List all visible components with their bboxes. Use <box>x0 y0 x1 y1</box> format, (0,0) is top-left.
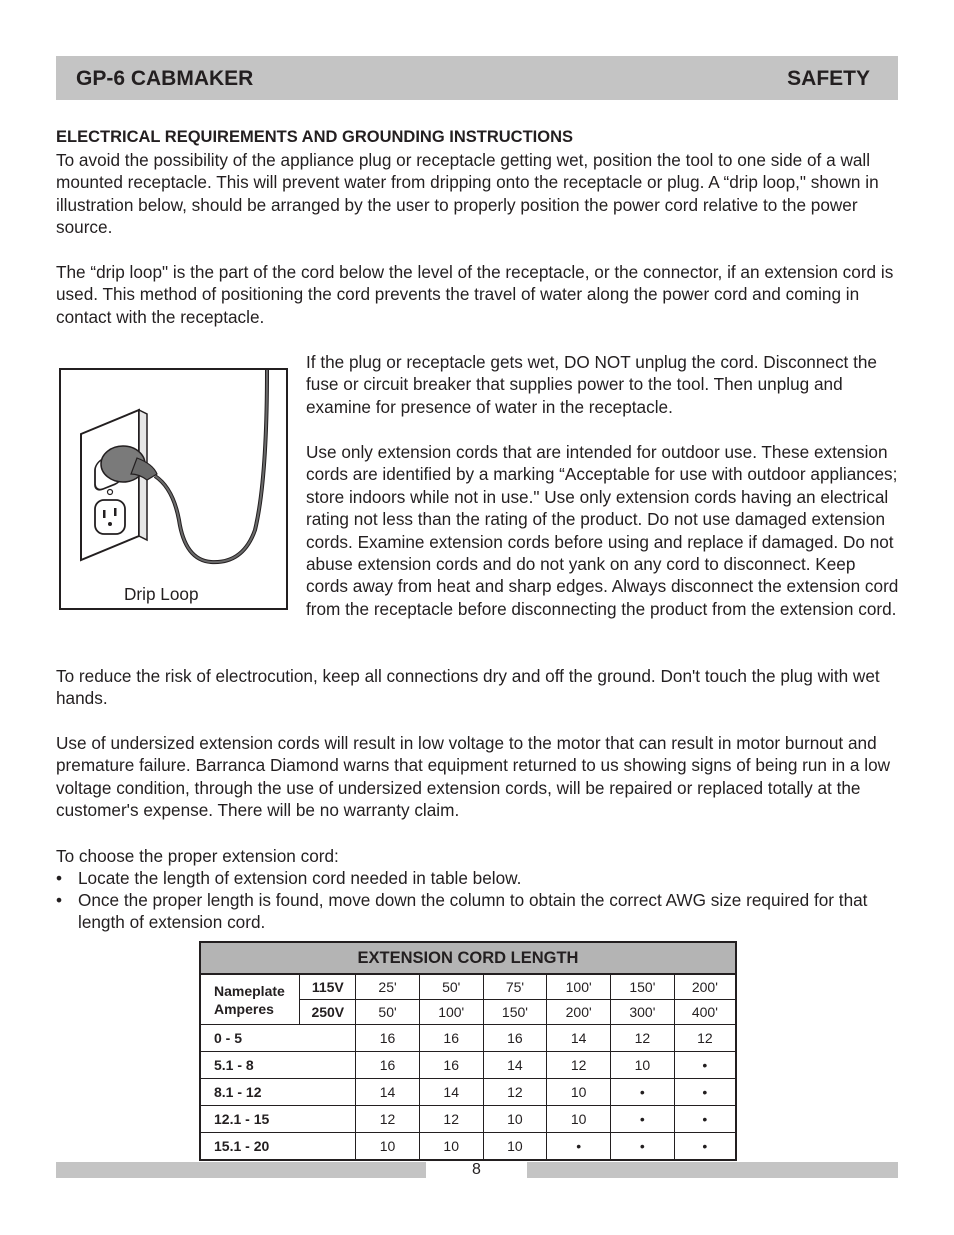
outlet-with-cord-illustration <box>61 370 286 580</box>
awg-cell: 12 <box>356 1106 420 1133</box>
length-cell: 50' <box>356 1000 420 1025</box>
awg-cell: 10 <box>356 1133 420 1161</box>
voltage-115-label: 115V <box>300 974 356 1000</box>
nameplate-amperes-header: Nameplate Amperes <box>200 974 300 1025</box>
awg-cell: 10 <box>483 1106 547 1133</box>
length-cell: 100' <box>419 1000 483 1025</box>
bullet-marker: • <box>56 868 63 888</box>
awg-cell: 10 <box>611 1052 675 1079</box>
footer-bar-left <box>56 1162 426 1178</box>
amperes-cell: 8.1 - 12 <box>200 1079 356 1106</box>
page-number: 8 <box>472 1161 481 1178</box>
length-cell: 150' <box>611 974 675 1000</box>
drip-loop-figure <box>59 368 288 610</box>
figure-caption: Drip Loop <box>124 584 199 604</box>
awg-cell: 12 <box>674 1025 736 1052</box>
length-cell: 25' <box>356 974 420 1000</box>
bullet-item: Locate the length of extension cord needed in table below. <box>78 868 522 888</box>
voltage-250-label: 250V <box>300 1000 356 1025</box>
table-row <box>200 1052 736 1079</box>
awg-cell: 10 <box>483 1133 547 1161</box>
extension-cord-table <box>199 941 737 1161</box>
awg-cell: 16 <box>356 1052 420 1079</box>
awg-cell: 16 <box>419 1025 483 1052</box>
awg-cell: 12 <box>483 1079 547 1106</box>
length-cell: 200' <box>674 974 736 1000</box>
awg-cell: 12 <box>547 1052 611 1079</box>
awg-cell: 14 <box>547 1025 611 1052</box>
length-cell: 75' <box>483 974 547 1000</box>
table-row <box>200 1133 736 1161</box>
footer-bar-right <box>527 1162 898 1178</box>
awg-cell: • <box>611 1106 675 1133</box>
amperes-cell: 12.1 - 15 <box>200 1106 356 1133</box>
paragraph-drip-loop: The “drip loop" is the part of the cord below the level of the receptacle, or the connector, if an extension cord is used. This method of positioning the cord prevents the travel of water along the power cord and coming in contact with the receptacle. <box>56 262 894 327</box>
header-bar <box>56 56 898 100</box>
length-cell: 100' <box>547 974 611 1000</box>
bullet-item: Once the proper length is found, move down the column to obtain the correct AWG size required for that length of extension cord. <box>78 890 868 933</box>
awg-cell: • <box>547 1133 611 1161</box>
awg-cell: • <box>674 1106 736 1133</box>
amperes-cell: 0 - 5 <box>200 1025 356 1052</box>
awg-cell: 10 <box>547 1079 611 1106</box>
awg-cell: • <box>611 1133 675 1161</box>
bullet-marker: • <box>56 890 63 910</box>
awg-cell: • <box>674 1133 736 1161</box>
paragraph-electrocution: To reduce the risk of electrocution, keep all connections dry and off the ground. Don't touch the plug with wet hands. <box>56 666 880 709</box>
awg-cell: 16 <box>356 1025 420 1052</box>
awg-cell: 10 <box>419 1133 483 1161</box>
table-row <box>200 1079 736 1106</box>
awg-cell: 14 <box>483 1052 547 1079</box>
amperes-cell: 15.1 - 20 <box>200 1133 356 1161</box>
awg-cell: • <box>611 1079 675 1106</box>
length-cell: 200' <box>547 1000 611 1025</box>
awg-cell: • <box>674 1052 736 1079</box>
table-row <box>200 1106 736 1133</box>
length-cell: 300' <box>611 1000 675 1025</box>
awg-cell: • <box>674 1079 736 1106</box>
paragraph-undersized-cords: Use of undersized extension cords will result in low voltage to the motor that can result in motor burnout and premature failure. Barranca Diamond warns that equipment returned to us showing signs of being run in a low voltage condition, through the use of undersized extension cords, will be repaired or replaced totally at the customer's expense. There will be no warranty claim. <box>56 733 891 821</box>
awg-cell: 16 <box>483 1025 547 1052</box>
awg-cell: 12 <box>611 1025 675 1052</box>
paragraph-wet-plug: If the plug or receptacle gets wet, DO NOT unplug the cord. Disconnect the fuse or circuit breaker that supplies power to the tool. Then unplug and examine for presence of water in the receptacle. <box>306 352 877 417</box>
awg-cell: 14 <box>356 1079 420 1106</box>
table-row <box>200 1025 736 1052</box>
amperes-cell: 5.1 - 8 <box>200 1052 356 1079</box>
awg-cell: 12 <box>419 1106 483 1133</box>
awg-cell: 10 <box>547 1106 611 1133</box>
section-name: SAFETY <box>787 67 870 90</box>
awg-cell: 14 <box>419 1079 483 1106</box>
length-cell: 400' <box>674 1000 736 1025</box>
awg-cell: 16 <box>419 1052 483 1079</box>
length-cell: 50' <box>419 974 483 1000</box>
length-cell: 150' <box>483 1000 547 1025</box>
document-title: GP-6 CABMAKER <box>76 67 254 90</box>
paragraph-choose-cord: To choose the proper extension cord: <box>56 846 339 866</box>
table-title: EXTENSION CORD LENGTH <box>200 942 736 974</box>
paragraph-placement: To avoid the possibility of the appliance plug or receptacle getting wet, position the tool to one side of a wall mounted receptacle. This will prevent water from dripping onto the receptacle or plug. A “drip loop," shown in illustration below, should be arranged by the user to properly position the power cord relative to the power source. <box>56 150 879 238</box>
paragraph-extension-cords: Use only extension cords that are intended for outdoor use. These extension cords are identified by a marking “Acceptable for use with outdoor appliances; store indoors while not in use." Use only extension cords having an electrical rating not less than the rating of the product. Do not use damaged extension cords. Examine extension cords before using and replace if damaged. Do not abuse extension cords and do not yank on any cord to disconnect. Keep cords away from heat and sharp edges. Always disconnect the extension cord from the receptacle before disconnecting the product from the extension cord. <box>306 442 899 619</box>
section-heading: ELECTRICAL REQUIREMENTS AND GROUNDING INSTRUCTIONS <box>56 128 574 146</box>
